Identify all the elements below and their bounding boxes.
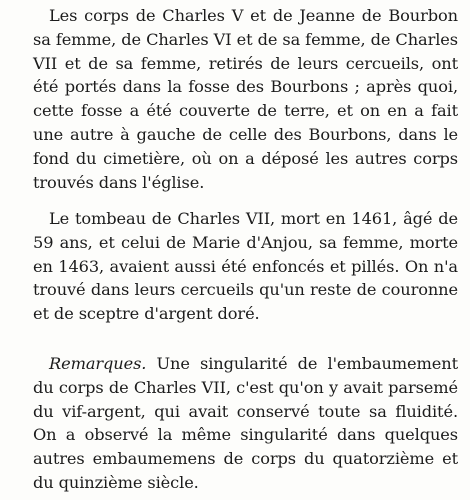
paragraph-charles-vii-tomb [33,207,458,326]
paragraph-text: Le tombeau de Charles VII, mort en 1461, âgé de 59 ans, et celui de Marie d'Anjou, sa femme, morte en 1463, avaient aussi été enfoncés et pillés. On n'a trouvé dans leurs cercueils qu'un reste de couronne et de sceptre d'argent doré. [33,209,458,324]
paragraph-charles-v-remains [33,4,458,194]
paragraph-text: Une singularité de l'embaumement du corps de Charles VII, c'est qu'on y avait parsemé du vif-argent, qui avait conservé toute sa fluidité. On a observé la même singularité dans quelques autres embaumemens de corps du quatorzième et du quinzième siècle. [33,354,458,492]
paragraph-text: Les corps de Charles V et de Jeanne de Bourbon sa femme, de Charles VI et de sa femme, de Charles VII et de sa femme, retirés de leurs cercueils, ont été portés dans la fosse des Bourbons ; après quoi, cette fosse a été couverte de terre, et on en a fait une autre à gauche de celle des Bourbons, dans le fond du cimetière, où on a déposé les autres corps trouvés dans l'église. [33,6,458,192]
paragraph-remarques [33,352,458,495]
paragraph-lead-remarques: Remarques. [49,354,147,373]
